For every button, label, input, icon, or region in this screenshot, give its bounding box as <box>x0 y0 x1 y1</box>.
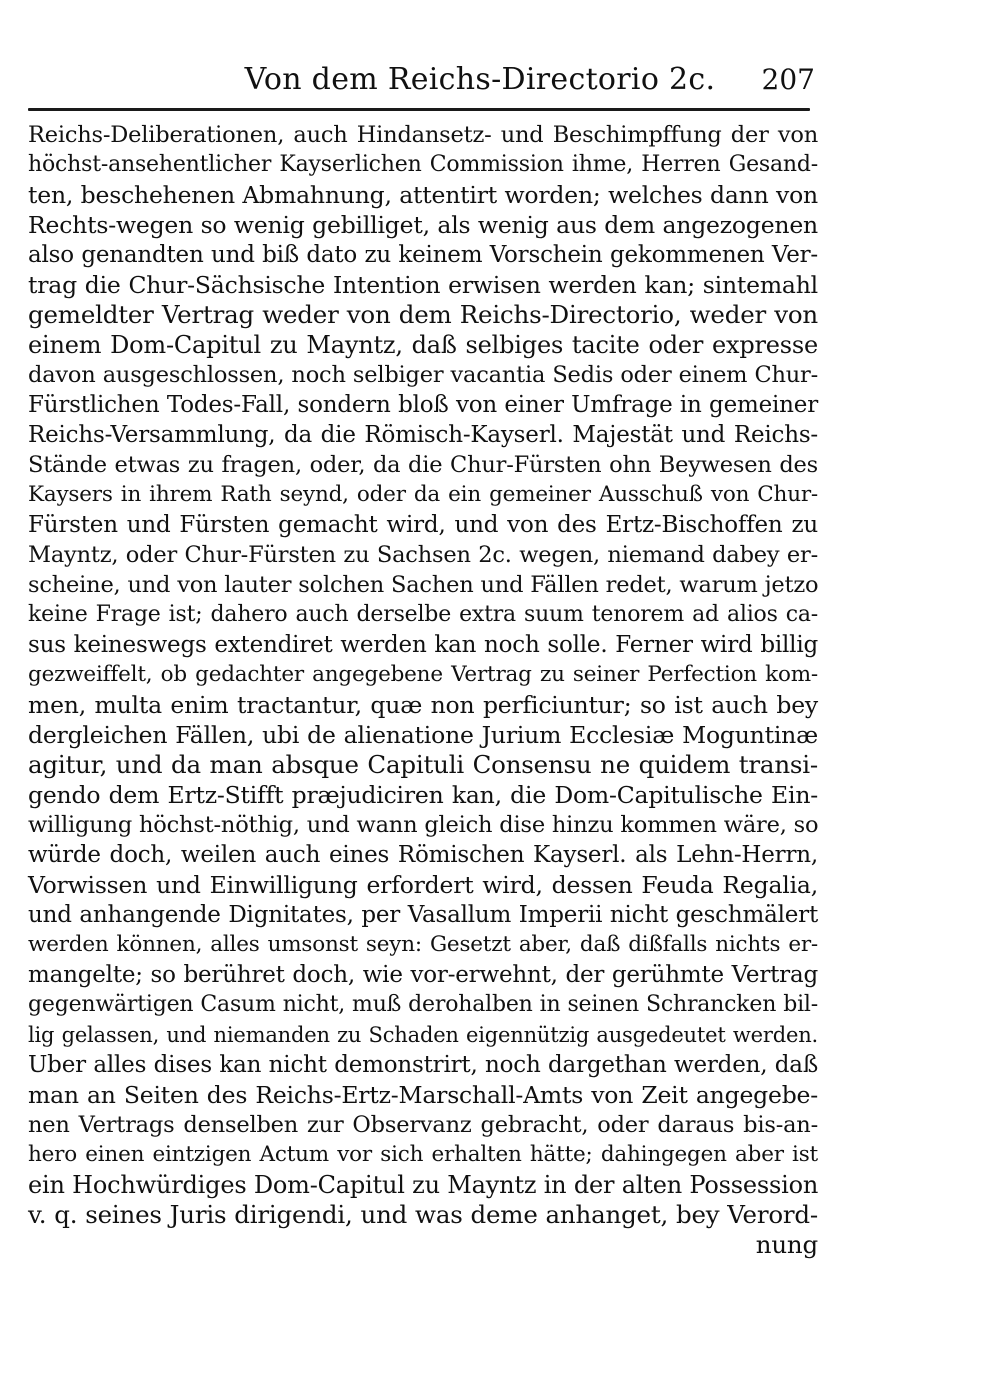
text-line: ten, beschehenen Abmahnung, attentirt worden; welches dann von <box>28 181 818 209</box>
text-line: Vorwissen und Einwilligung erfordert wird, dessen Feuda Regalia, <box>28 871 818 899</box>
text-line: dergleichen Fällen, ubi de alienatione Jurium Ecclesiæ Moguntinæ <box>28 721 818 749</box>
text-line: scheine, und von lauter solchen Sachen und Fällen redet, warum jetzo <box>28 572 819 598</box>
text-line: gemeldter Vertrag weder von dem Reichs-Directorio, weder von <box>28 300 818 329</box>
text-line: men, multa enim tractantur, quæ non perficiuntur; so ist auch bey <box>28 691 818 719</box>
text-line: davon ausgeschlossen, noch selbiger vacantia Sedis oder einem Chur- <box>28 362 818 388</box>
text-line: gegenwärtigen Casum nicht, muß derohalben in seinen Schrancken bil- <box>28 992 818 1017</box>
text-line: v. q. seines Juris dirigendi, und was deme anhanget, bey Verord- <box>28 1200 818 1229</box>
text-line: Fürstlichen Todes-Fall, sondern bloß von einer Umfrage in gemeiner <box>28 392 818 418</box>
text-line: Rechts-wegen so wenig gebilliget, als wenig aus dem angezogenen <box>28 211 818 239</box>
catchword: nung <box>755 1230 818 1259</box>
text-line: und anhangende Dignitates, per Vasallum Imperii nicht geschmälert <box>28 902 818 928</box>
text-line: sus keineswegs extendiret werden kan noch solle. Ferner wird billig <box>28 632 818 658</box>
text-line: willigung höchst-nöthig, und wann gleich dise hinzu kommen wäre, so <box>28 812 819 838</box>
text-line: Reichs-Deliberationen, auch Hindansetz- und Beschimpffung der von <box>28 122 818 148</box>
text-line: einem Dom-Capitul zu Mayntz, daß selbiges tacite oder expresse <box>28 331 818 359</box>
text-line: würde doch, weilen auch eines Römischen Kayserl. als Lehn-Herrn, <box>28 842 818 868</box>
text-line: Mayntz, oder Chur-Fürsten zu Sachsen 2c. wegen, niemand dabey er- <box>28 542 818 568</box>
text-line: Uber alles dises kan nicht demonstrirt, noch dargethan werden, daß <box>28 1052 818 1078</box>
text-line: Reichs-Versammlung, da die Römisch-Kayserl. Majestät und Reichs- <box>28 422 818 448</box>
text-line: Fürsten und Fürsten gemacht wird, und von des Ertz-Bischoffen zu <box>28 512 818 538</box>
header-rule <box>28 108 810 111</box>
text-line: man an Seiten des Reichs-Ertz-Marschall-Amts von Zeit angegebe- <box>28 1081 818 1109</box>
text-line: lig gelassen, und niemanden zu Schaden eigennützig ausgedeutet werden. <box>28 1023 818 1047</box>
body-text <box>28 120 818 1260</box>
text-line: agitur, und da man absque Capituli Consensu ne quidem transi- <box>28 750 818 779</box>
text-line: höchst-ansehentlicher Kayserlichen Commission ihme, Herren Gesand- <box>28 152 818 177</box>
text-line: gendo dem Ertz-Stifft præjudiciren kan, die Dom-Capitulische Ein- <box>28 781 818 809</box>
text-line: mangelte; so berühret doch, wie vor-erwehnt, der gerühmte Vertrag <box>28 962 818 988</box>
text-line: Stände etwas zu fragen, oder, da die Chur-Fürsten ohn Beywesen des <box>28 452 818 478</box>
text-line: nen Vertrags denselben zur Observanz gebracht, oder daraus bis-an- <box>28 1112 818 1138</box>
text-line: keine Frage ist; dahero auch derselbe extra suum tenorem ad alios ca- <box>28 602 818 627</box>
text-line: ein Hochwürdiges Dom-Capitul zu Mayntz in der alten Possession <box>28 1171 819 1199</box>
text-line: also genandten und biß dato zu keinem Vorschein gekommenen Ver- <box>28 242 818 268</box>
page-number: 207 <box>761 63 815 96</box>
text-line: trag die Chur-Sächsische Intention erwisen werden kan; sintemahl <box>28 271 818 299</box>
text-line: hero einen eintzigen Actum vor sich erhalten hätte; dahingegen aber ist <box>28 1142 818 1167</box>
text-line: gezweiffelt, ob gedachter angegebene Vertrag zu seiner Perfection kom- <box>28 662 818 687</box>
running-head <box>0 62 1000 102</box>
text-line: Kaysers in ihrem Rath seynd, oder da ein gemeiner Ausschuß von Chur- <box>28 482 818 507</box>
running-title: Von dem Reichs-Directorio 2c. <box>244 62 716 97</box>
text-line: werden können, alles umsonst seyn: Gesetzt aber, daß dißfalls nichts er- <box>28 932 818 957</box>
